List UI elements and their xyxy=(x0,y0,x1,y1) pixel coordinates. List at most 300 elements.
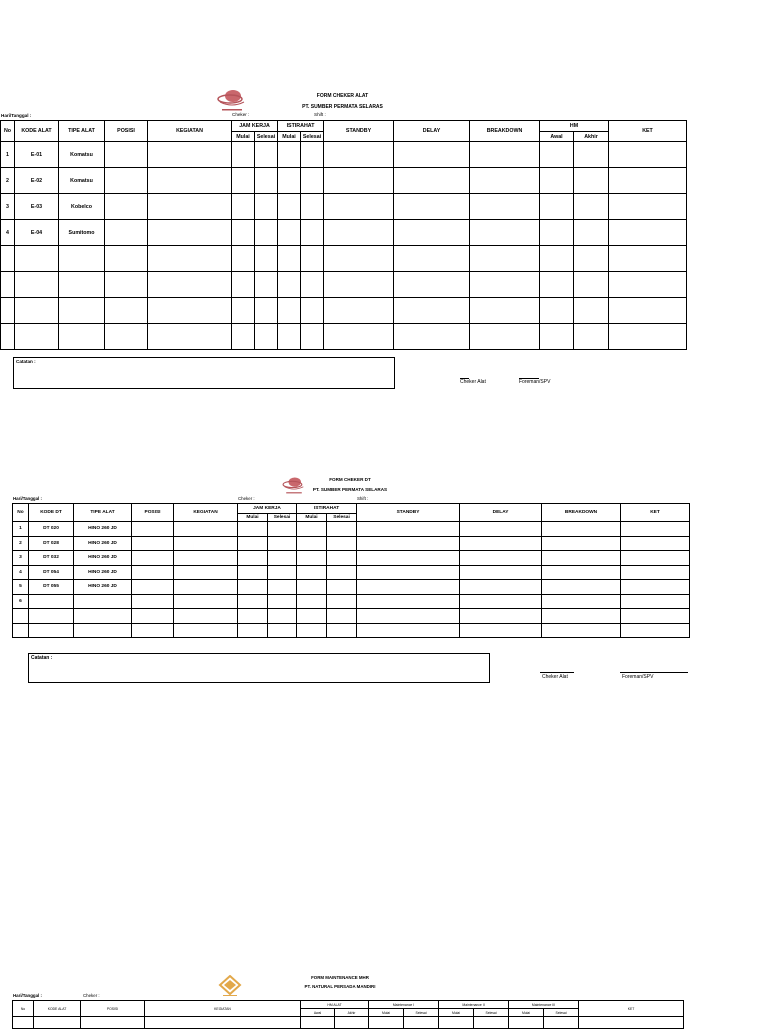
table-cell[interactable] xyxy=(132,609,174,624)
table-cell[interactable] xyxy=(105,324,148,350)
table-cell[interactable] xyxy=(324,168,394,194)
form2-notes-box[interactable] xyxy=(28,653,490,683)
table-cell[interactable] xyxy=(470,246,540,272)
table-cell[interactable] xyxy=(574,194,609,220)
table-cell[interactable] xyxy=(621,623,690,638)
col-hm-akhir: Akhir xyxy=(574,132,609,142)
cell-tipe[interactable]: HINO 260 JD xyxy=(74,565,132,580)
form2-company: PT. SUMBER PERMATA SELARAS xyxy=(312,487,388,492)
table-cell[interactable] xyxy=(148,298,232,324)
cell-kode[interactable] xyxy=(15,298,59,324)
cell-tipe[interactable]: HINO 260 JD xyxy=(74,580,132,595)
form1-company: PT. SUMBER PERMATA SELARAS xyxy=(302,104,383,110)
table-cell[interactable] xyxy=(621,565,690,580)
table-cell[interactable] xyxy=(278,324,301,350)
table-cell[interactable] xyxy=(268,536,297,551)
table-cell[interactable] xyxy=(609,298,687,324)
table-cell[interactable] xyxy=(327,623,357,638)
table-cell[interactable] xyxy=(357,594,460,609)
table-cell[interactable] xyxy=(540,298,574,324)
table-cell[interactable] xyxy=(621,522,690,537)
table-cell[interactable] xyxy=(301,298,324,324)
cell-no[interactable] xyxy=(1,324,15,350)
table-cell[interactable] xyxy=(174,580,238,595)
form2-checker-label: Cheker : xyxy=(238,496,255,501)
table-cell[interactable] xyxy=(238,623,268,638)
form2-foreman-signature-line xyxy=(620,672,688,673)
col-maintenance-2: Maintenance II xyxy=(439,1001,509,1009)
col-ist-selesai: Selesai xyxy=(327,514,357,522)
table-cell[interactable] xyxy=(394,272,470,298)
table-row xyxy=(1,168,687,194)
table-cell[interactable] xyxy=(540,220,574,246)
table-cell[interactable] xyxy=(357,623,460,638)
cell-tipe[interactable] xyxy=(59,324,105,350)
table-cell[interactable] xyxy=(148,220,232,246)
form1-checker-signature: Cheker Alat xyxy=(460,379,486,385)
table-cell[interactable] xyxy=(609,168,687,194)
table-cell[interactable] xyxy=(278,220,301,246)
cell-tipe[interactable] xyxy=(74,594,132,609)
table-cell[interactable] xyxy=(324,272,394,298)
table-cell[interactable] xyxy=(278,246,301,272)
table-cell[interactable] xyxy=(232,324,255,350)
col-hm-awal: Awal xyxy=(540,132,574,142)
form1-notes-box[interactable] xyxy=(13,357,395,389)
table-cell[interactable] xyxy=(357,522,460,537)
table-cell[interactable] xyxy=(105,246,148,272)
table-cell[interactable] xyxy=(174,551,238,566)
col-m1-selesai: Selesai xyxy=(404,1009,439,1017)
table-cell[interactable] xyxy=(301,1017,335,1029)
table-cell[interactable] xyxy=(268,551,297,566)
table-cell[interactable] xyxy=(132,551,174,566)
form1-logo xyxy=(214,88,250,114)
table-cell[interactable] xyxy=(470,324,540,350)
table-cell[interactable] xyxy=(278,142,301,168)
cell-tipe[interactable] xyxy=(59,246,105,272)
table-cell[interactable] xyxy=(148,324,232,350)
col-kegiatan: KEGIATAN xyxy=(174,504,238,522)
cell-tipe[interactable] xyxy=(59,298,105,324)
cell-no[interactable]: 3 xyxy=(13,551,29,566)
cell-no[interactable]: 1 xyxy=(1,142,15,168)
col-kode-alat: KODE ALAT xyxy=(34,1001,81,1017)
table-cell[interactable] xyxy=(238,565,268,580)
col-istirahat: ISTIRAHAT xyxy=(278,121,324,132)
cell-kode[interactable] xyxy=(29,594,74,609)
table-cell[interactable] xyxy=(609,324,687,350)
table-cell[interactable] xyxy=(574,168,609,194)
table-cell[interactable] xyxy=(232,142,255,168)
col-m3-mulai: Mulai xyxy=(509,1009,544,1017)
col-jam-kerja: JAM KERJA xyxy=(232,121,278,132)
table-cell[interactable] xyxy=(460,623,542,638)
cell-kode[interactable] xyxy=(15,246,59,272)
table-cell[interactable] xyxy=(301,220,324,246)
cell-tipe[interactable]: HINO 260 JD xyxy=(74,536,132,551)
table-cell[interactable] xyxy=(404,1017,439,1029)
cell-kode[interactable] xyxy=(15,272,59,298)
table-cell[interactable] xyxy=(132,623,174,638)
table-cell[interactable] xyxy=(232,194,255,220)
table-cell[interactable] xyxy=(357,551,460,566)
table-cell[interactable] xyxy=(544,1017,579,1029)
table-row xyxy=(1,272,687,298)
table-cell[interactable] xyxy=(357,609,460,624)
cell-no[interactable] xyxy=(1,298,15,324)
table-cell[interactable] xyxy=(460,594,542,609)
table-cell[interactable] xyxy=(609,220,687,246)
table-cell[interactable] xyxy=(297,565,327,580)
table-row xyxy=(13,580,690,595)
table-cell[interactable] xyxy=(574,324,609,350)
table-cell[interactable] xyxy=(148,194,232,220)
table-cell[interactable] xyxy=(105,272,148,298)
cell-tipe[interactable]: Komatsu xyxy=(59,142,105,168)
cell-kode[interactable]: E-04 xyxy=(15,220,59,246)
table-cell[interactable] xyxy=(574,298,609,324)
table-row xyxy=(1,298,687,324)
form2-notes-label: Catatan : xyxy=(31,655,53,661)
table-cell[interactable] xyxy=(232,220,255,246)
table-cell[interactable] xyxy=(542,594,621,609)
table-cell[interactable] xyxy=(509,1017,544,1029)
table-cell[interactable] xyxy=(540,142,574,168)
table-cell[interactable] xyxy=(81,1017,145,1029)
table-cell[interactable] xyxy=(232,272,255,298)
table-cell[interactable] xyxy=(132,536,174,551)
table-cell[interactable] xyxy=(621,536,690,551)
table-cell[interactable] xyxy=(460,565,542,580)
table-cell[interactable] xyxy=(327,551,357,566)
col-ket: KET xyxy=(609,121,687,142)
table-cell[interactable] xyxy=(542,522,621,537)
table-row xyxy=(1,194,687,220)
cell-kode[interactable]: DT 055 xyxy=(29,580,74,595)
table-cell[interactable] xyxy=(470,142,540,168)
table-cell[interactable] xyxy=(324,324,394,350)
cell-kode[interactable] xyxy=(29,609,74,624)
cell-tipe[interactable] xyxy=(74,609,132,624)
table-cell[interactable] xyxy=(238,551,268,566)
cell-no[interactable]: 3 xyxy=(1,194,15,220)
table-cell[interactable] xyxy=(474,1017,509,1029)
table-cell[interactable] xyxy=(470,168,540,194)
table-cell[interactable] xyxy=(105,142,148,168)
table-cell[interactable] xyxy=(470,272,540,298)
col-istirahat: ISTIRAHAT xyxy=(297,504,357,514)
table-cell[interactable] xyxy=(238,522,268,537)
table-cell[interactable] xyxy=(255,324,278,350)
col-hm-awal: Awal xyxy=(301,1009,335,1017)
table-cell[interactable] xyxy=(238,609,268,624)
cell-no[interactable]: 4 xyxy=(1,220,15,246)
table-cell[interactable] xyxy=(460,580,542,595)
table-cell[interactable] xyxy=(357,565,460,580)
cell-kode[interactable] xyxy=(29,623,74,638)
table-cell[interactable] xyxy=(145,1017,301,1029)
table-cell[interactable] xyxy=(609,246,687,272)
cell-no[interactable]: 6 xyxy=(13,594,29,609)
table-cell[interactable] xyxy=(460,551,542,566)
table-cell[interactable] xyxy=(301,246,324,272)
table-cell[interactable] xyxy=(460,522,542,537)
table-cell[interactable] xyxy=(609,272,687,298)
table-cell[interactable] xyxy=(542,565,621,580)
table-cell[interactable] xyxy=(301,168,324,194)
table-cell[interactable] xyxy=(542,580,621,595)
col-breakdown: BREAKDOWN xyxy=(470,121,540,142)
col-m1-mulai: Mulai xyxy=(369,1009,404,1017)
cell-no[interactable] xyxy=(13,623,29,638)
table-cell[interactable] xyxy=(255,220,278,246)
form3-table xyxy=(12,1000,684,1029)
table-cell[interactable] xyxy=(174,609,238,624)
table-cell[interactable] xyxy=(268,580,297,595)
table-cell[interactable] xyxy=(278,194,301,220)
form3-checker-label: Cheker : xyxy=(83,993,100,998)
table-cell[interactable] xyxy=(174,536,238,551)
table-cell[interactable] xyxy=(132,522,174,537)
table-cell[interactable] xyxy=(297,623,327,638)
table-cell[interactable] xyxy=(174,565,238,580)
table-cell[interactable] xyxy=(579,1017,684,1029)
table-cell[interactable] xyxy=(174,623,238,638)
table-cell[interactable] xyxy=(621,580,690,595)
table-cell[interactable] xyxy=(268,609,297,624)
table-cell[interactable] xyxy=(394,142,470,168)
table-row xyxy=(13,551,690,566)
col-standby: STANDBY xyxy=(357,504,460,522)
table-cell[interactable] xyxy=(132,565,174,580)
table-cell[interactable] xyxy=(609,142,687,168)
table-cell[interactable] xyxy=(609,194,687,220)
table-cell[interactable] xyxy=(301,194,324,220)
table-cell[interactable] xyxy=(297,551,327,566)
table-cell[interactable] xyxy=(268,565,297,580)
cell-kode[interactable]: E-01 xyxy=(15,142,59,168)
table-cell[interactable] xyxy=(255,142,278,168)
table-cell[interactable] xyxy=(324,194,394,220)
table-cell[interactable] xyxy=(542,609,621,624)
table-cell[interactable] xyxy=(297,522,327,537)
table-cell[interactable] xyxy=(542,623,621,638)
table-cell[interactable] xyxy=(369,1017,404,1029)
table-cell[interactable] xyxy=(574,142,609,168)
table-cell[interactable] xyxy=(255,298,278,324)
col-kode-alat: KODE ALAT xyxy=(15,121,59,142)
table-cell[interactable] xyxy=(278,168,301,194)
cell-no[interactable] xyxy=(13,609,29,624)
cell-no[interactable]: 2 xyxy=(13,536,29,551)
table-cell[interactable] xyxy=(255,272,278,298)
table-row xyxy=(1,220,687,246)
col-m3-selesai: Selesai xyxy=(544,1009,579,1017)
table-cell[interactable] xyxy=(34,1017,81,1029)
cell-tipe[interactable]: HINO 260 JD xyxy=(74,522,132,537)
table-cell[interactable] xyxy=(394,194,470,220)
table-cell[interactable] xyxy=(268,623,297,638)
table-cell[interactable] xyxy=(327,594,357,609)
cell-tipe[interactable]: HINO 260 JD xyxy=(74,551,132,566)
form1-notes-label: Catatan : xyxy=(16,359,36,364)
col-tipe-alat: TIPE ALAT xyxy=(59,121,105,142)
table-cell[interactable] xyxy=(297,536,327,551)
col-delay: DELAY xyxy=(460,504,542,522)
table-cell[interactable] xyxy=(132,594,174,609)
table-cell[interactable] xyxy=(297,609,327,624)
cell-tipe[interactable]: Kobelco xyxy=(59,194,105,220)
table-cell[interactable] xyxy=(460,536,542,551)
table-cell[interactable] xyxy=(574,220,609,246)
table-cell[interactable] xyxy=(324,246,394,272)
cell-kode[interactable]: E-02 xyxy=(15,168,59,194)
table-cell[interactable] xyxy=(132,580,174,595)
table-cell[interactable] xyxy=(460,609,542,624)
table-cell[interactable] xyxy=(470,194,540,220)
table-cell[interactable] xyxy=(394,220,470,246)
table-cell[interactable] xyxy=(148,246,232,272)
col-ket: KET xyxy=(621,504,690,522)
col-hm-alat: HM ALAT xyxy=(301,1001,369,1009)
table-cell[interactable] xyxy=(394,298,470,324)
table-cell[interactable] xyxy=(394,168,470,194)
cell-no[interactable] xyxy=(1,246,15,272)
table-cell[interactable] xyxy=(335,1017,369,1029)
table-cell[interactable] xyxy=(542,551,621,566)
col-m2-selesai: Selesai xyxy=(474,1009,509,1017)
table-cell[interactable] xyxy=(327,580,357,595)
table-cell[interactable] xyxy=(255,168,278,194)
table-cell[interactable] xyxy=(232,168,255,194)
table-cell[interactable] xyxy=(324,220,394,246)
cell-tipe[interactable]: Sumitomo xyxy=(59,220,105,246)
table-cell[interactable] xyxy=(394,246,470,272)
form1-foreman-signature: Foreman/SPV xyxy=(519,379,551,385)
table-cell[interactable] xyxy=(324,298,394,324)
table-cell[interactable] xyxy=(232,298,255,324)
table-row xyxy=(13,536,690,551)
table-cell[interactable] xyxy=(327,536,357,551)
cell-no[interactable]: 2 xyxy=(1,168,15,194)
table-cell[interactable] xyxy=(297,594,327,609)
table-cell[interactable] xyxy=(324,142,394,168)
col-jam-mulai: Mulai xyxy=(238,514,268,522)
table-cell[interactable] xyxy=(470,298,540,324)
cell-kode[interactable]: DT 032 xyxy=(29,551,74,566)
table-cell[interactable] xyxy=(470,220,540,246)
cell-kode[interactable]: DT 054 xyxy=(29,565,74,580)
table-cell[interactable] xyxy=(540,272,574,298)
table-cell[interactable] xyxy=(540,168,574,194)
table-cell[interactable] xyxy=(621,609,690,624)
table-cell[interactable] xyxy=(540,324,574,350)
table-row xyxy=(13,1017,684,1029)
table-cell[interactable] xyxy=(574,272,609,298)
table-cell[interactable] xyxy=(540,194,574,220)
table-cell[interactable] xyxy=(148,168,232,194)
table-row xyxy=(13,522,690,537)
cell-kode[interactable] xyxy=(15,324,59,350)
table-cell[interactable] xyxy=(105,298,148,324)
cell-no[interactable]: 1 xyxy=(13,522,29,537)
table-cell[interactable] xyxy=(357,536,460,551)
table-cell[interactable] xyxy=(105,168,148,194)
col-posisi: POSISI xyxy=(81,1001,145,1017)
table-cell[interactable] xyxy=(148,272,232,298)
table-cell[interactable] xyxy=(105,220,148,246)
table-cell[interactable] xyxy=(255,246,278,272)
table-cell[interactable] xyxy=(278,272,301,298)
col-breakdown: BREAKDOWN xyxy=(542,504,621,522)
table-cell[interactable] xyxy=(238,536,268,551)
col-ist-selesai: Selesai xyxy=(301,132,324,142)
col-jam-kerja: JAM KERJA xyxy=(238,504,297,514)
table-cell[interactable] xyxy=(232,246,255,272)
table-cell[interactable] xyxy=(238,580,268,595)
form2-table xyxy=(12,503,690,638)
cell-no[interactable] xyxy=(1,272,15,298)
table-cell[interactable] xyxy=(542,536,621,551)
form3-title: FORM MAINTENANCE MHR xyxy=(311,975,369,980)
cell-kode[interactable]: E-03 xyxy=(15,194,59,220)
cell-kode[interactable]: DT 028 xyxy=(29,536,74,551)
cell-tipe[interactable]: Komatsu xyxy=(59,168,105,194)
table-cell[interactable] xyxy=(301,142,324,168)
table-cell[interactable] xyxy=(540,246,574,272)
table-cell[interactable] xyxy=(174,522,238,537)
form3-date-label: Hari/Tanggal : xyxy=(13,993,42,998)
cell-tipe[interactable] xyxy=(74,623,132,638)
table-cell[interactable] xyxy=(621,594,690,609)
form1-checker-label: Cheker : xyxy=(232,112,250,117)
col-hm-akhir: Akhir xyxy=(335,1009,369,1017)
table-cell[interactable] xyxy=(574,246,609,272)
cell-kode[interactable]: DT 020 xyxy=(29,522,74,537)
company-logo-icon xyxy=(214,88,250,114)
table-cell[interactable] xyxy=(327,565,357,580)
table-cell[interactable] xyxy=(327,609,357,624)
col-maintenance-1: Maintenance I xyxy=(369,1001,439,1009)
table-cell[interactable] xyxy=(105,194,148,220)
table-cell[interactable] xyxy=(13,1017,34,1029)
table-cell[interactable] xyxy=(148,142,232,168)
table-cell[interactable] xyxy=(394,324,470,350)
table-cell[interactable] xyxy=(268,594,297,609)
col-no: No xyxy=(1,121,15,142)
cell-tipe[interactable] xyxy=(59,272,105,298)
table-cell[interactable] xyxy=(238,594,268,609)
col-maintenance-3: Maintenance III xyxy=(509,1001,579,1009)
table-cell[interactable] xyxy=(621,551,690,566)
table-cell[interactable] xyxy=(301,324,324,350)
table-cell[interactable] xyxy=(174,594,238,609)
cell-no[interactable]: 4 xyxy=(13,565,29,580)
table-cell[interactable] xyxy=(268,522,297,537)
cell-no[interactable]: 5 xyxy=(13,580,29,595)
table-cell[interactable] xyxy=(301,272,324,298)
col-jam-selesai: Selesai xyxy=(255,132,278,142)
table-cell[interactable] xyxy=(439,1017,474,1029)
table-cell[interactable] xyxy=(327,522,357,537)
table-cell[interactable] xyxy=(278,298,301,324)
form1-title: FORM CHEKER ALAT xyxy=(316,93,369,99)
table-cell[interactable] xyxy=(357,580,460,595)
table-cell[interactable] xyxy=(297,580,327,595)
col-posisi: POSISI xyxy=(105,121,148,142)
table-cell[interactable] xyxy=(255,194,278,220)
